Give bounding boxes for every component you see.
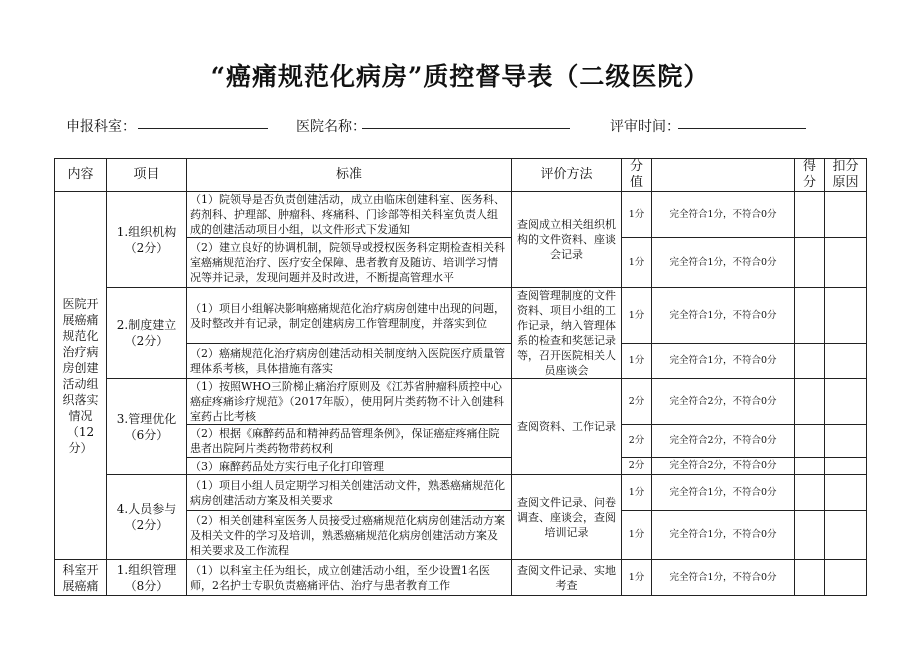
got-cell[interactable] (795, 475, 825, 511)
reason-cell[interactable] (825, 475, 867, 511)
section-content: 医院开展癌痛规范化治疗病房创建活动组织落实情况（12分） (55, 192, 107, 560)
standard-text: （2）相关创建科室医务人员接受过癌痛规范化病房创建活动方案及相关文件的学习及培训，熟悉癌痛规范化病房创建活动方案及相关要求及工作流程 (187, 511, 512, 560)
header-item: 项目 (107, 159, 187, 192)
table-row (55, 560, 867, 596)
table-row (55, 379, 867, 425)
standard-text: （3）麻醉药品处方实行电子化打印管理 (187, 458, 512, 475)
item-label: 4.人员参与（2分） (107, 475, 187, 560)
item-label: 1.组织管理（8分） (107, 560, 187, 596)
standard-text: （1）院领导是否负责创建活动，成立由临床创建科室、医务科、药剂科、护理部、肿瘤科、疼痛科、门诊部等相关科室负责人组成的创建活动项目小组，以文件形式下发通知 (187, 192, 512, 238)
result-cell: 完全符合1分，不符合0分 (652, 238, 795, 288)
table-row (55, 288, 867, 344)
date-label: 评审时间： (610, 119, 680, 135)
standard-text: （2）根据《麻醉药品和精神药品管理条例》，保证癌症疼痛住院患者出院阿片类药物带药权利 (187, 425, 512, 458)
result-cell: 完全符合2分，不符合0分 (652, 425, 795, 458)
section-content: 科室开展癌痛 (55, 560, 107, 596)
reason-cell[interactable] (825, 192, 867, 238)
reason-cell[interactable] (825, 238, 867, 288)
got-cell[interactable] (795, 379, 825, 425)
item-label: 3.管理优化（6分） (107, 379, 187, 475)
standard-text: （1）以科室主任为组长，成立创建活动小组，至少设置1名医师，2名护士专职负责癌痛评估、治疗与患者教育工作 (187, 560, 512, 596)
got-cell[interactable] (795, 238, 825, 288)
score-cell: 1分 (622, 344, 652, 379)
method-text: 查阅文件记录、问卷调查、座谈会，查阅培训记录 (512, 475, 622, 560)
got-cell[interactable] (795, 192, 825, 238)
standard-text: （1）项目小组人员定期学习相关创建活动文件，熟悉癌痛规范化病房创建活动方案及相关要求 (187, 475, 512, 511)
date-field[interactable] (678, 128, 806, 129)
score-cell: 2分 (622, 425, 652, 458)
reason-cell[interactable] (825, 379, 867, 425)
result-cell: 完全符合2分，不符合0分 (652, 458, 795, 475)
got-cell[interactable] (795, 458, 825, 475)
reason-cell[interactable] (825, 511, 867, 560)
header-content: 内容 (55, 159, 107, 192)
method-text: 查阅文件记录、实地考查 (512, 560, 622, 596)
reason-cell[interactable] (825, 344, 867, 379)
result-cell: 完全符合1分，不符合0分 (652, 511, 795, 560)
reason-cell[interactable] (825, 458, 867, 475)
header-method: 评价方法 (512, 159, 622, 192)
score-cell: 2分 (622, 458, 652, 475)
got-cell[interactable] (795, 344, 825, 379)
hospital-label: 医院名称： (296, 119, 366, 135)
header-reason: 扣分原因 (825, 159, 867, 192)
standard-text: （1）按照WHO三阶梯止痛治疗原则及《江苏省肿瘤科质控中心癌症疼痛诊疗规范》（2017年版），使用阿片类药物不计入创建科室药占比考核 (187, 379, 512, 425)
hospital-field[interactable] (362, 128, 570, 129)
score-cell: 2分 (622, 379, 652, 425)
result-cell: 完全符合1分，不符合0分 (652, 192, 795, 238)
got-cell[interactable] (795, 560, 825, 596)
score-cell: 1分 (622, 288, 652, 344)
header-got: 得分 (795, 159, 825, 192)
item-label: 1.组织机构（2分） (107, 192, 187, 288)
reason-cell[interactable] (825, 425, 867, 458)
standard-text: （1）项目小组解决影响癌痛规范化治疗病房创建中出现的问题，及时整改并有记录，制定创建病房工作管理制度，并落实到位 (187, 288, 512, 344)
score-cell: 1分 (622, 192, 652, 238)
dept-label: 申报科室： (66, 119, 136, 135)
header-row (55, 159, 867, 192)
method-text: 查阅管理制度的文件资料、项目小组的工作记录，纳入管理体系的检查和奖惩记录等，召开医院相关人员座谈会 (512, 288, 622, 379)
result-cell: 完全符合1分，不符合0分 (652, 475, 795, 511)
reason-cell[interactable] (825, 288, 867, 344)
result-cell: 完全符合1分，不符合0分 (652, 288, 795, 344)
header-result (652, 159, 795, 192)
standard-text: （2）建立良好的协调机制，院领导或授权医务科定期检查相关科室癌痛规范治疗、医疗安全保障、患者教育及随访、培训学习情况等并记录，发现问题并及时改进，不断提高管理水平 (187, 238, 512, 288)
got-cell[interactable] (795, 288, 825, 344)
score-cell: 1分 (622, 560, 652, 596)
got-cell[interactable] (795, 425, 825, 458)
dept-field[interactable] (138, 128, 268, 129)
header-standard: 标准 (187, 159, 512, 192)
table-row (55, 475, 867, 511)
supervision-table (54, 158, 867, 596)
score-cell: 1分 (622, 475, 652, 511)
reason-cell[interactable] (825, 560, 867, 596)
table-row (55, 192, 867, 238)
method-text: 查阅成立相关组织机构的文件资料、座谈会记录 (512, 192, 622, 288)
method-text: 查阅资料、工作记录 (512, 379, 622, 475)
got-cell[interactable] (795, 511, 825, 560)
header-score: 分值 (622, 159, 652, 192)
page-title: “癌痛规范化病房”质控督导表（二级医院） (210, 62, 710, 91)
result-cell: 完全符合1分，不符合0分 (652, 344, 795, 379)
result-cell: 完全符合2分，不符合0分 (652, 379, 795, 425)
result-cell: 完全符合1分，不符合0分 (652, 560, 795, 596)
score-cell: 1分 (622, 238, 652, 288)
score-cell: 1分 (622, 511, 652, 560)
item-label: 2.制度建立（2分） (107, 288, 187, 379)
standard-text: （2）癌痛规范化治疗病房创建活动相关制度纳入医院医疗质量管理体系考核，具体措施有落实 (187, 344, 512, 379)
